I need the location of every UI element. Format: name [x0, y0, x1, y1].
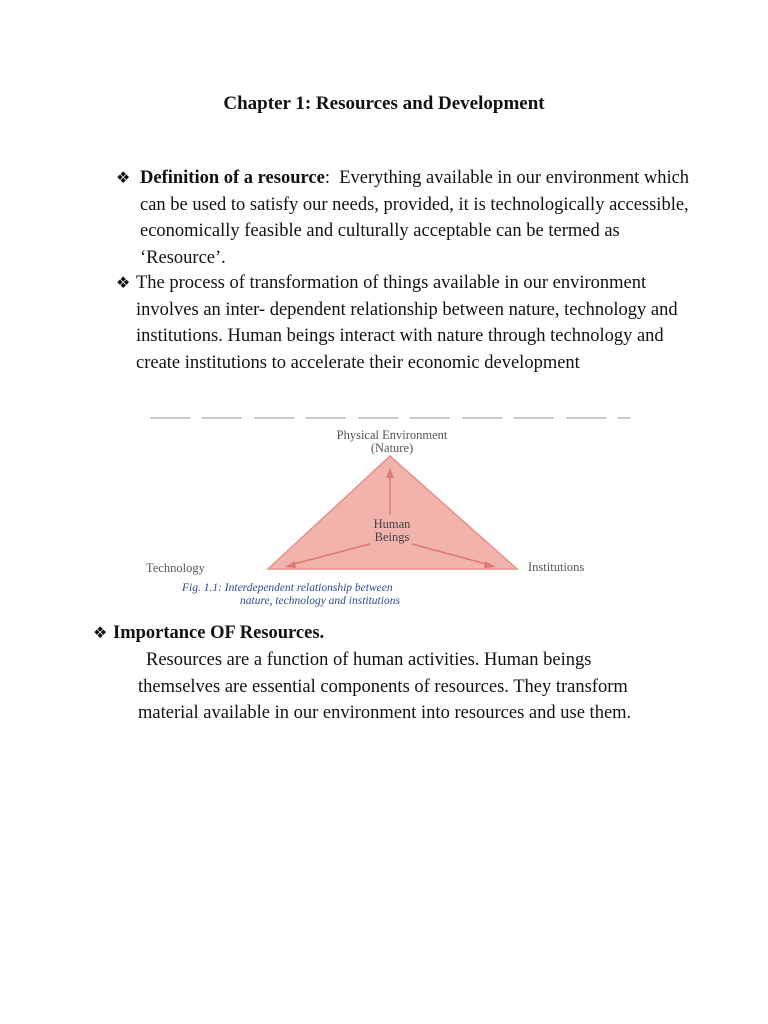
diamond-bullet-icon: ❖ — [93, 623, 108, 642]
paragraph-line-3: material available in our environment into resources and use them. — [138, 703, 632, 723]
paragraph-line-1: Resources are a function of human activities. Human beings — [146, 650, 592, 670]
triangle-shape — [268, 456, 517, 569]
diamond-bullet-icon: ❖ — [116, 273, 131, 292]
definition-body: Everything available in our environment which can be used to satisfy our needs, provided, it is technologically accessible, economically feasible and culturally acceptable can be termed as ‘Resource’. — [140, 168, 690, 268]
page-title: Chapter 1: Resources and Development — [223, 93, 545, 114]
term-separator: : — [324, 168, 340, 188]
paragraph-line-2: themselves are essential components of resources. They transform — [138, 676, 628, 697]
bullet-definition — [116, 165, 696, 271]
bullet-definition-text — [116, 165, 696, 271]
bullet-process — [116, 270, 706, 376]
triangle-diagram — [140, 410, 640, 608]
label-technology: Technology — [146, 561, 205, 575]
importance-paragraph — [138, 647, 708, 727]
figure-interdependent-relationship — [140, 410, 640, 608]
importance-heading: Importance OF Resources. — [113, 623, 325, 643]
figure-caption-line-1: Fig. 1.1: Interdependent relationship between — [182, 582, 393, 594]
label-beings: Beings — [374, 530, 410, 544]
bullet-process-text: The process of transformation of things available in our environment involves an inter- dependent relationship between nature, technology and institutions. Human beings interact with nature through technology and create institutions to accelerate their economic development — [136, 273, 678, 373]
label-institutions: Institutions — [528, 560, 585, 574]
term-definition-of-resource: Definition of a resource — [140, 168, 325, 188]
label-human: Human — [373, 517, 411, 531]
bullet-importance — [93, 620, 713, 647]
figure-caption-line-2: nature, technology and institutions — [240, 595, 400, 607]
label-nature: (Nature) — [370, 441, 414, 455]
label-physical-environment: Physical Environment — [336, 428, 448, 442]
diamond-bullet-icon: ❖ — [116, 168, 131, 187]
